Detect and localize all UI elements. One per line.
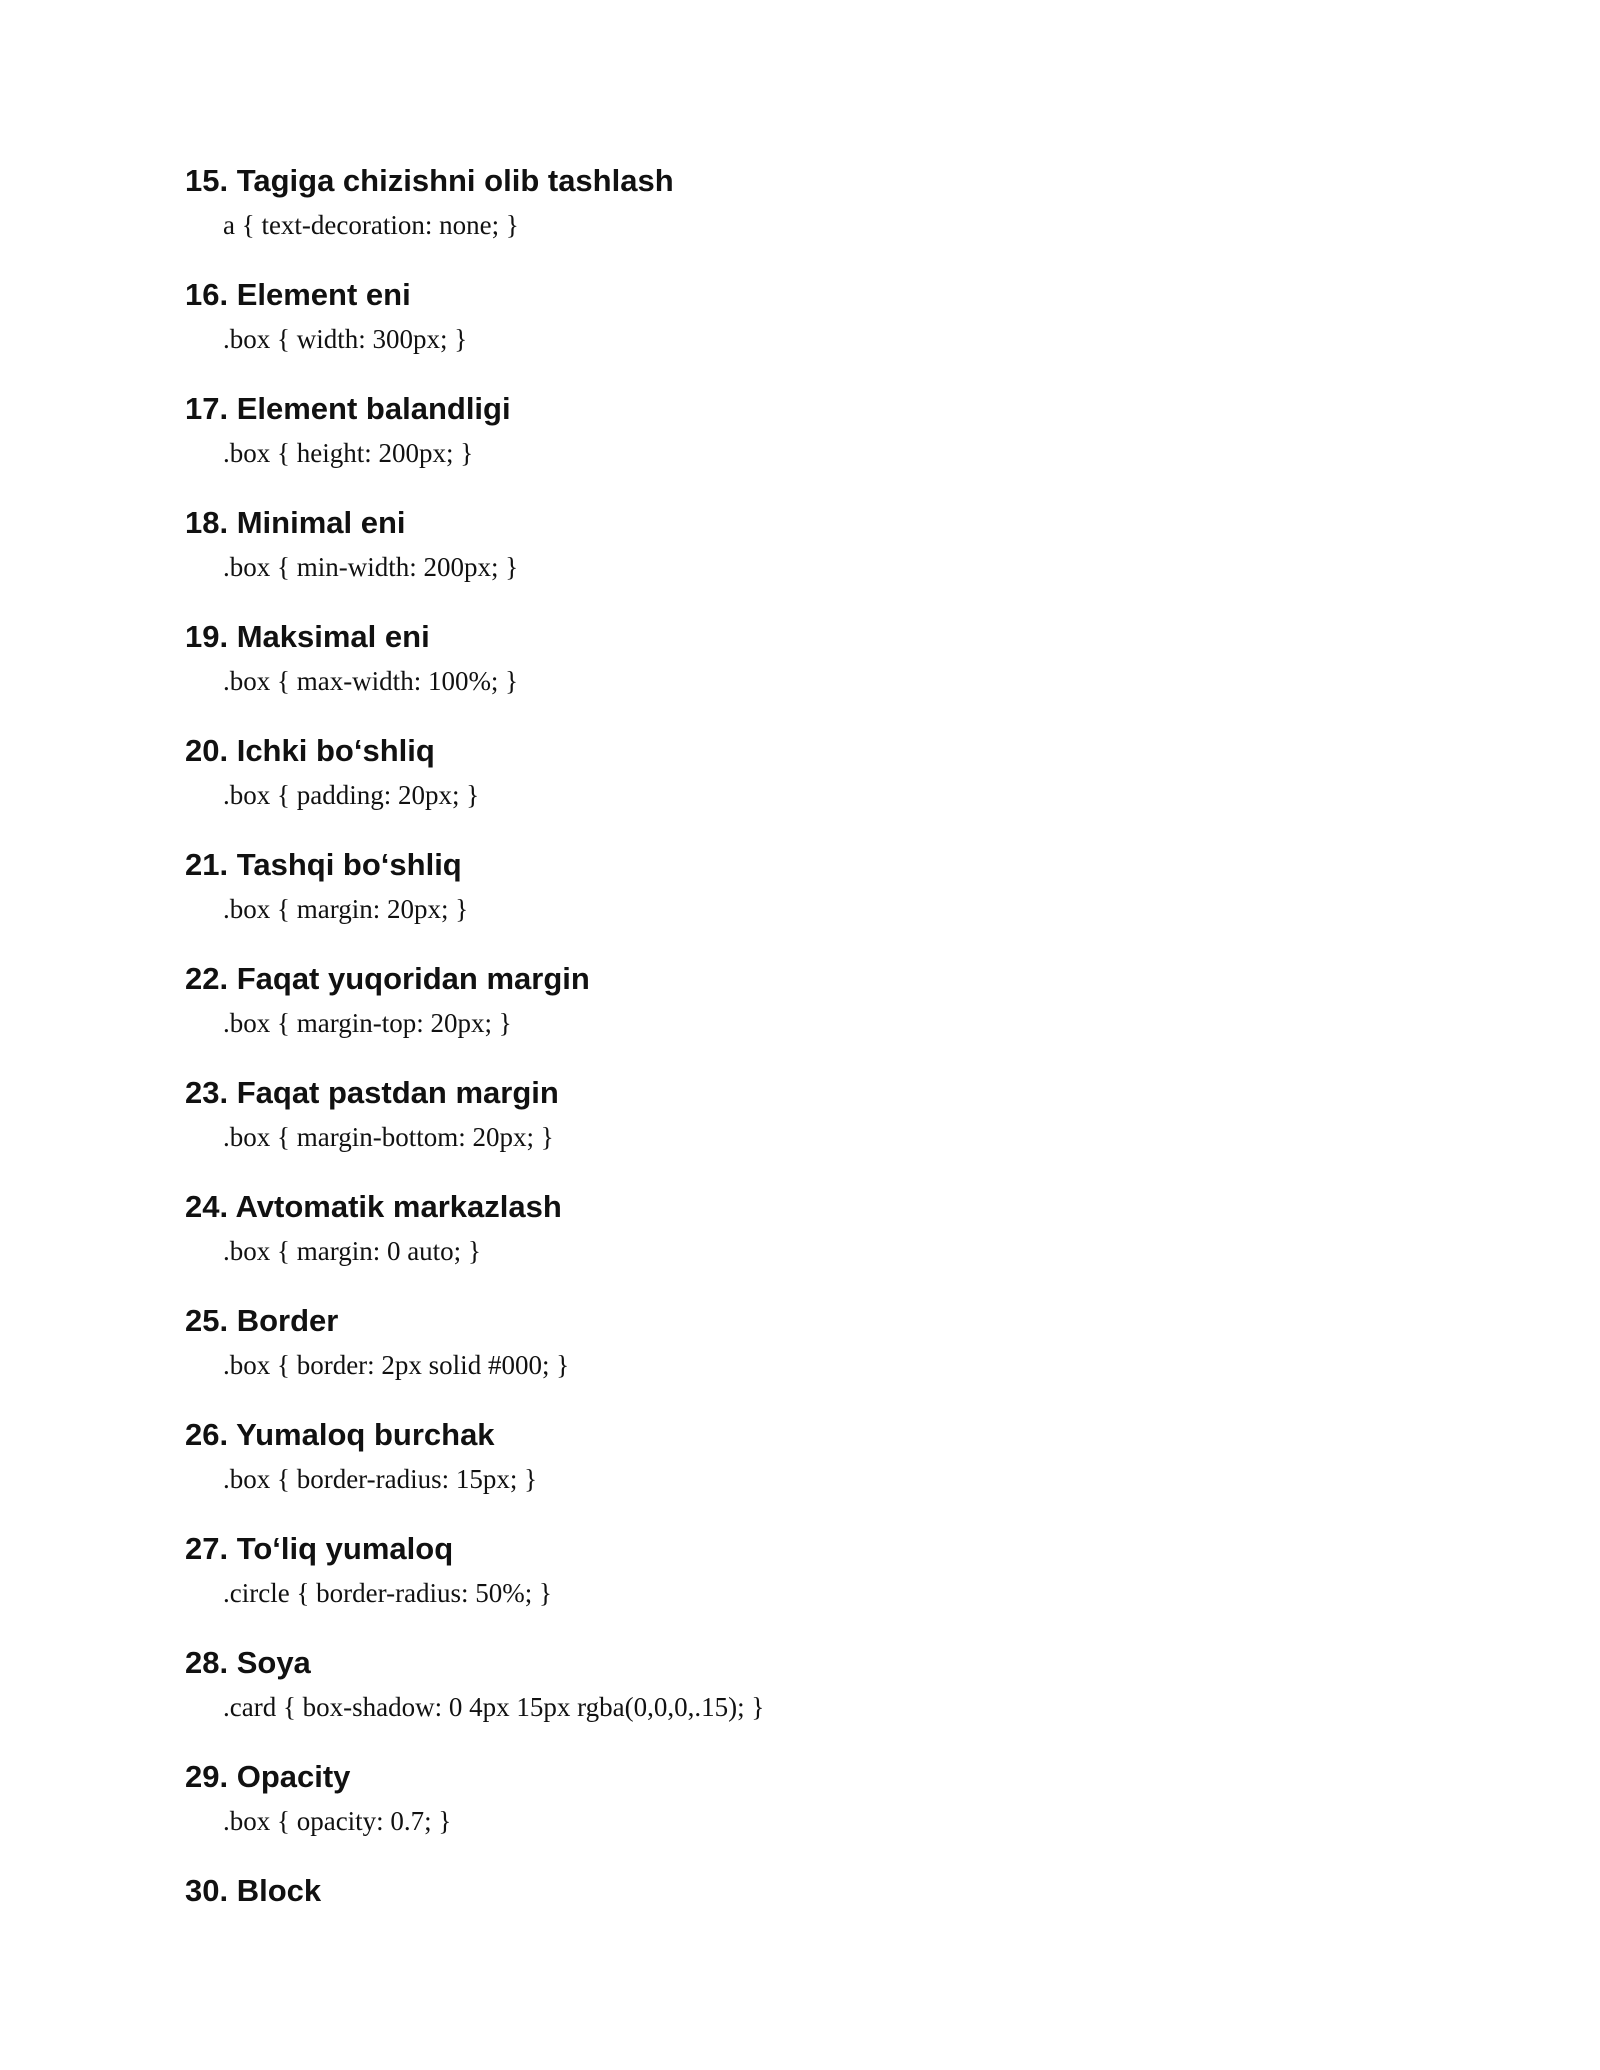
section-heading: 22. Faqat yuqoridan margin: [185, 961, 590, 996]
code-snippet: a { text-decoration: none; }: [223, 210, 519, 240]
section-15: [185, 158, 1485, 272]
section-heading: 18. Minimal eni: [185, 505, 406, 540]
code-snippet: .box { height: 200px; }: [223, 438, 474, 468]
section-heading: 15. Tagiga chizishni olib tashlash: [185, 163, 674, 198]
section-heading: 30. Block: [185, 1873, 322, 1908]
section-heading: 26. Yumaloq burchak: [185, 1417, 495, 1452]
code-snippet: .box { margin-bottom: 20px; }: [223, 1122, 554, 1152]
code-snippet: .circle { border-radius: 50%; }: [223, 1578, 553, 1608]
section-heading: 17. Element balandligi: [185, 391, 511, 426]
section-heading: 29. Opacity: [185, 1759, 351, 1794]
code-snippet: .box { margin-top: 20px; }: [223, 1008, 512, 1038]
section-16: [185, 272, 1485, 386]
section-heading: 27. To‘liq yumaloq: [185, 1531, 454, 1566]
code-snippet: .box { border: 2px solid #000; }: [223, 1350, 570, 1380]
section-17: [185, 386, 1485, 500]
section-25: [185, 1298, 1485, 1412]
section-heading: 21. Tashqi bo‘shliq: [185, 847, 462, 882]
section-21: [185, 842, 1485, 956]
section-18: [185, 500, 1485, 614]
section-heading: 23. Faqat pastdan margin: [185, 1075, 559, 1110]
code-snippet: .box { margin: 20px; }: [223, 894, 469, 924]
section-heading: 20. Ichki bo‘shliq: [185, 733, 435, 768]
code-snippet: .box { min-width: 200px; }: [223, 552, 519, 582]
section-24: [185, 1184, 1485, 1298]
section-28: [185, 1640, 1485, 1754]
section-20: [185, 728, 1485, 842]
code-snippet: .card { box-shadow: 0 4px 15px rgba(0,0,0,.15); }: [223, 1692, 765, 1722]
section-22: [185, 956, 1485, 1070]
code-snippet: .box { opacity: 0.7; }: [223, 1806, 452, 1836]
code-snippet: .box { margin: 0 auto; }: [223, 1236, 481, 1266]
section-29: [185, 1754, 1485, 1868]
document-content: [185, 158, 1485, 1982]
section-19: [185, 614, 1485, 728]
section-heading: 19. Maksimal eni: [185, 619, 430, 654]
code-snippet: .box { width: 300px; }: [223, 324, 468, 354]
section-heading: 25. Border: [185, 1303, 339, 1338]
section-heading: 28. Soya: [185, 1645, 311, 1680]
section-27: [185, 1526, 1485, 1640]
section-26: [185, 1412, 1485, 1526]
section-30: [185, 1868, 1485, 1982]
section-heading: 16. Element eni: [185, 277, 411, 312]
section-heading: 24. Avtomatik markazlash: [185, 1189, 562, 1224]
section-23: [185, 1070, 1485, 1184]
code-snippet: .box { border-radius: 15px; }: [223, 1464, 538, 1494]
code-snippet: .box { padding: 20px; }: [223, 780, 480, 810]
code-snippet: .box { max-width: 100%; }: [223, 666, 519, 696]
